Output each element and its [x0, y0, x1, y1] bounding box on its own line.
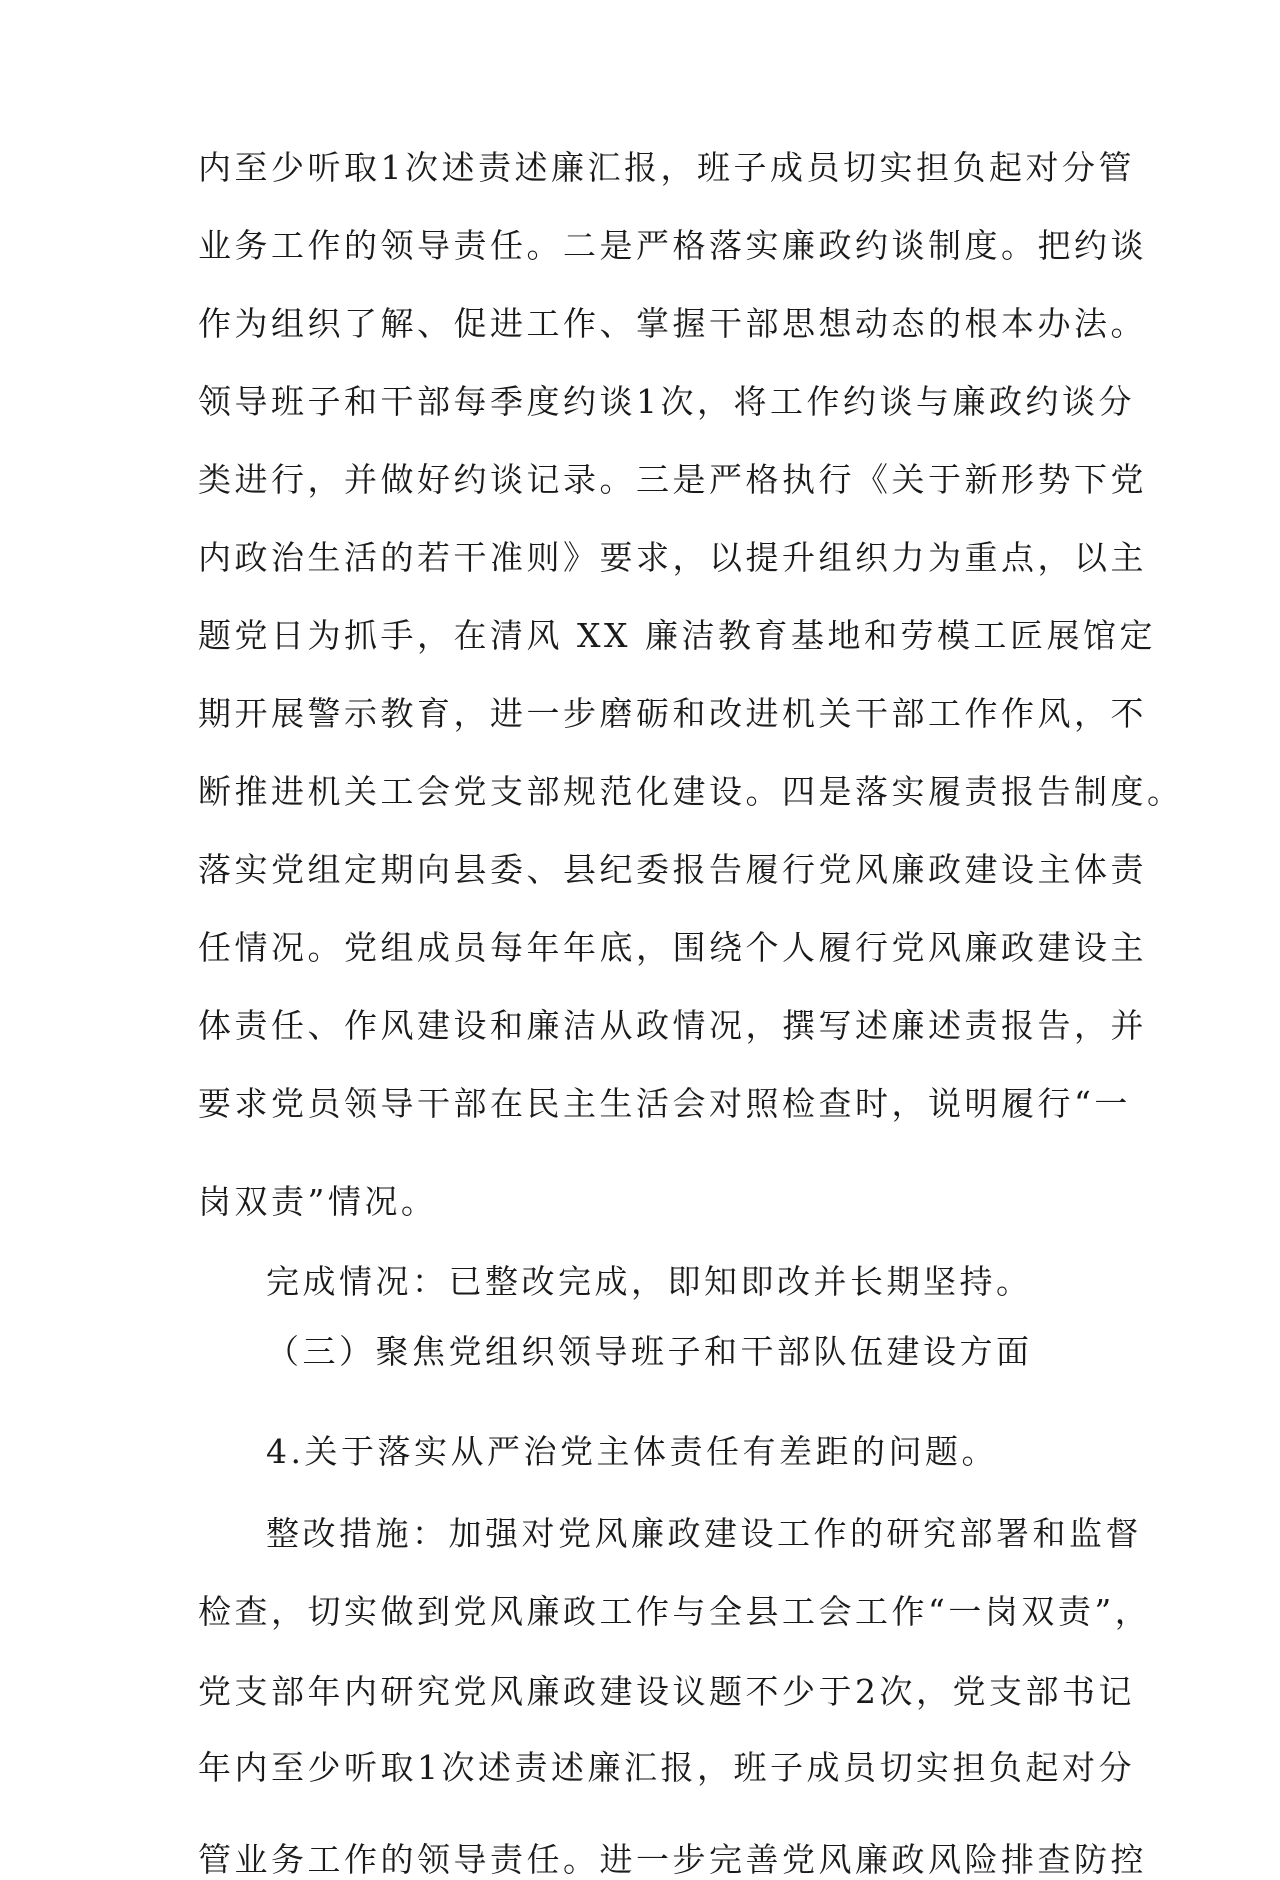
paragraph-line: 岗双责”情况。	[198, 1182, 438, 1221]
paragraph-line: 断推进机关工会党支部规范化建设。四是落实履责报告制度。	[198, 772, 1184, 811]
paragraph-line: 作为组织了解、促进工作、掌握干部思想动态的根本办法。	[198, 304, 1147, 343]
paragraph-line: 体责任、作风建设和廉洁从政情况，撰写述廉述责报告，并	[198, 1006, 1147, 1045]
paragraph-line: 期开展警示教育，进一步磨砺和改进机关干部工作作风，不	[198, 694, 1147, 733]
paragraph-line: 任情况。党组成员每年年底，围绕个人履行党风廉政建设主	[198, 928, 1147, 967]
paragraph-line: 年内至少听取1次述责述廉汇报，班子成员切实担负起对分	[198, 1748, 1135, 1787]
paragraph-line: 落实党组定期向县委、县纪委报告履行党风廉政建设主体责	[198, 850, 1147, 889]
section-heading: （三）聚焦党组织领导班子和干部队伍建设方面	[266, 1332, 1033, 1371]
paragraph-line: 领导班子和干部每季度约谈1次，将工作约谈与廉政约谈分	[198, 382, 1135, 421]
completion-status: 完成情况：已整改完成，即知即改并长期坚持。	[266, 1262, 1033, 1301]
paragraph-line: 管业务工作的领导责任。进一步完善党风廉政风险排查防控	[198, 1840, 1147, 1879]
paragraph-line: 要求党员领导干部在民主生活会对照检查时，说明履行“一	[198, 1084, 1131, 1123]
paragraph-line: 类进行，并做好约谈记录。三是严格执行《关于新形势下党	[198, 460, 1147, 499]
paragraph-line: 业务工作的领导责任。二是严格落实廉政约谈制度。把约谈	[198, 226, 1147, 265]
paragraph-line: 题党日为抓手，在清风 XX 廉洁教育基地和劳模工匠展馆定	[198, 616, 1156, 655]
item-heading: 4.关于落实从严治党主体责任有差距的问题。	[266, 1432, 998, 1471]
paragraph-line: 党支部年内研究党风廉政建设议题不少于2次，党支部书记	[198, 1672, 1135, 1711]
paragraph-line: 内政治生活的若干准则》要求，以提升组织力为重点，以主	[198, 538, 1147, 577]
paragraph-line: 整改措施：加强对党风廉政建设工作的研究部署和监督	[266, 1514, 1142, 1553]
paragraph-line: 检查，切实做到党风廉政工作与全县工会工作“一岗双责”，	[198, 1592, 1152, 1631]
paragraph-line: 内至少听取1次述责述廉汇报，班子成员切实担负起对分管	[198, 148, 1135, 187]
